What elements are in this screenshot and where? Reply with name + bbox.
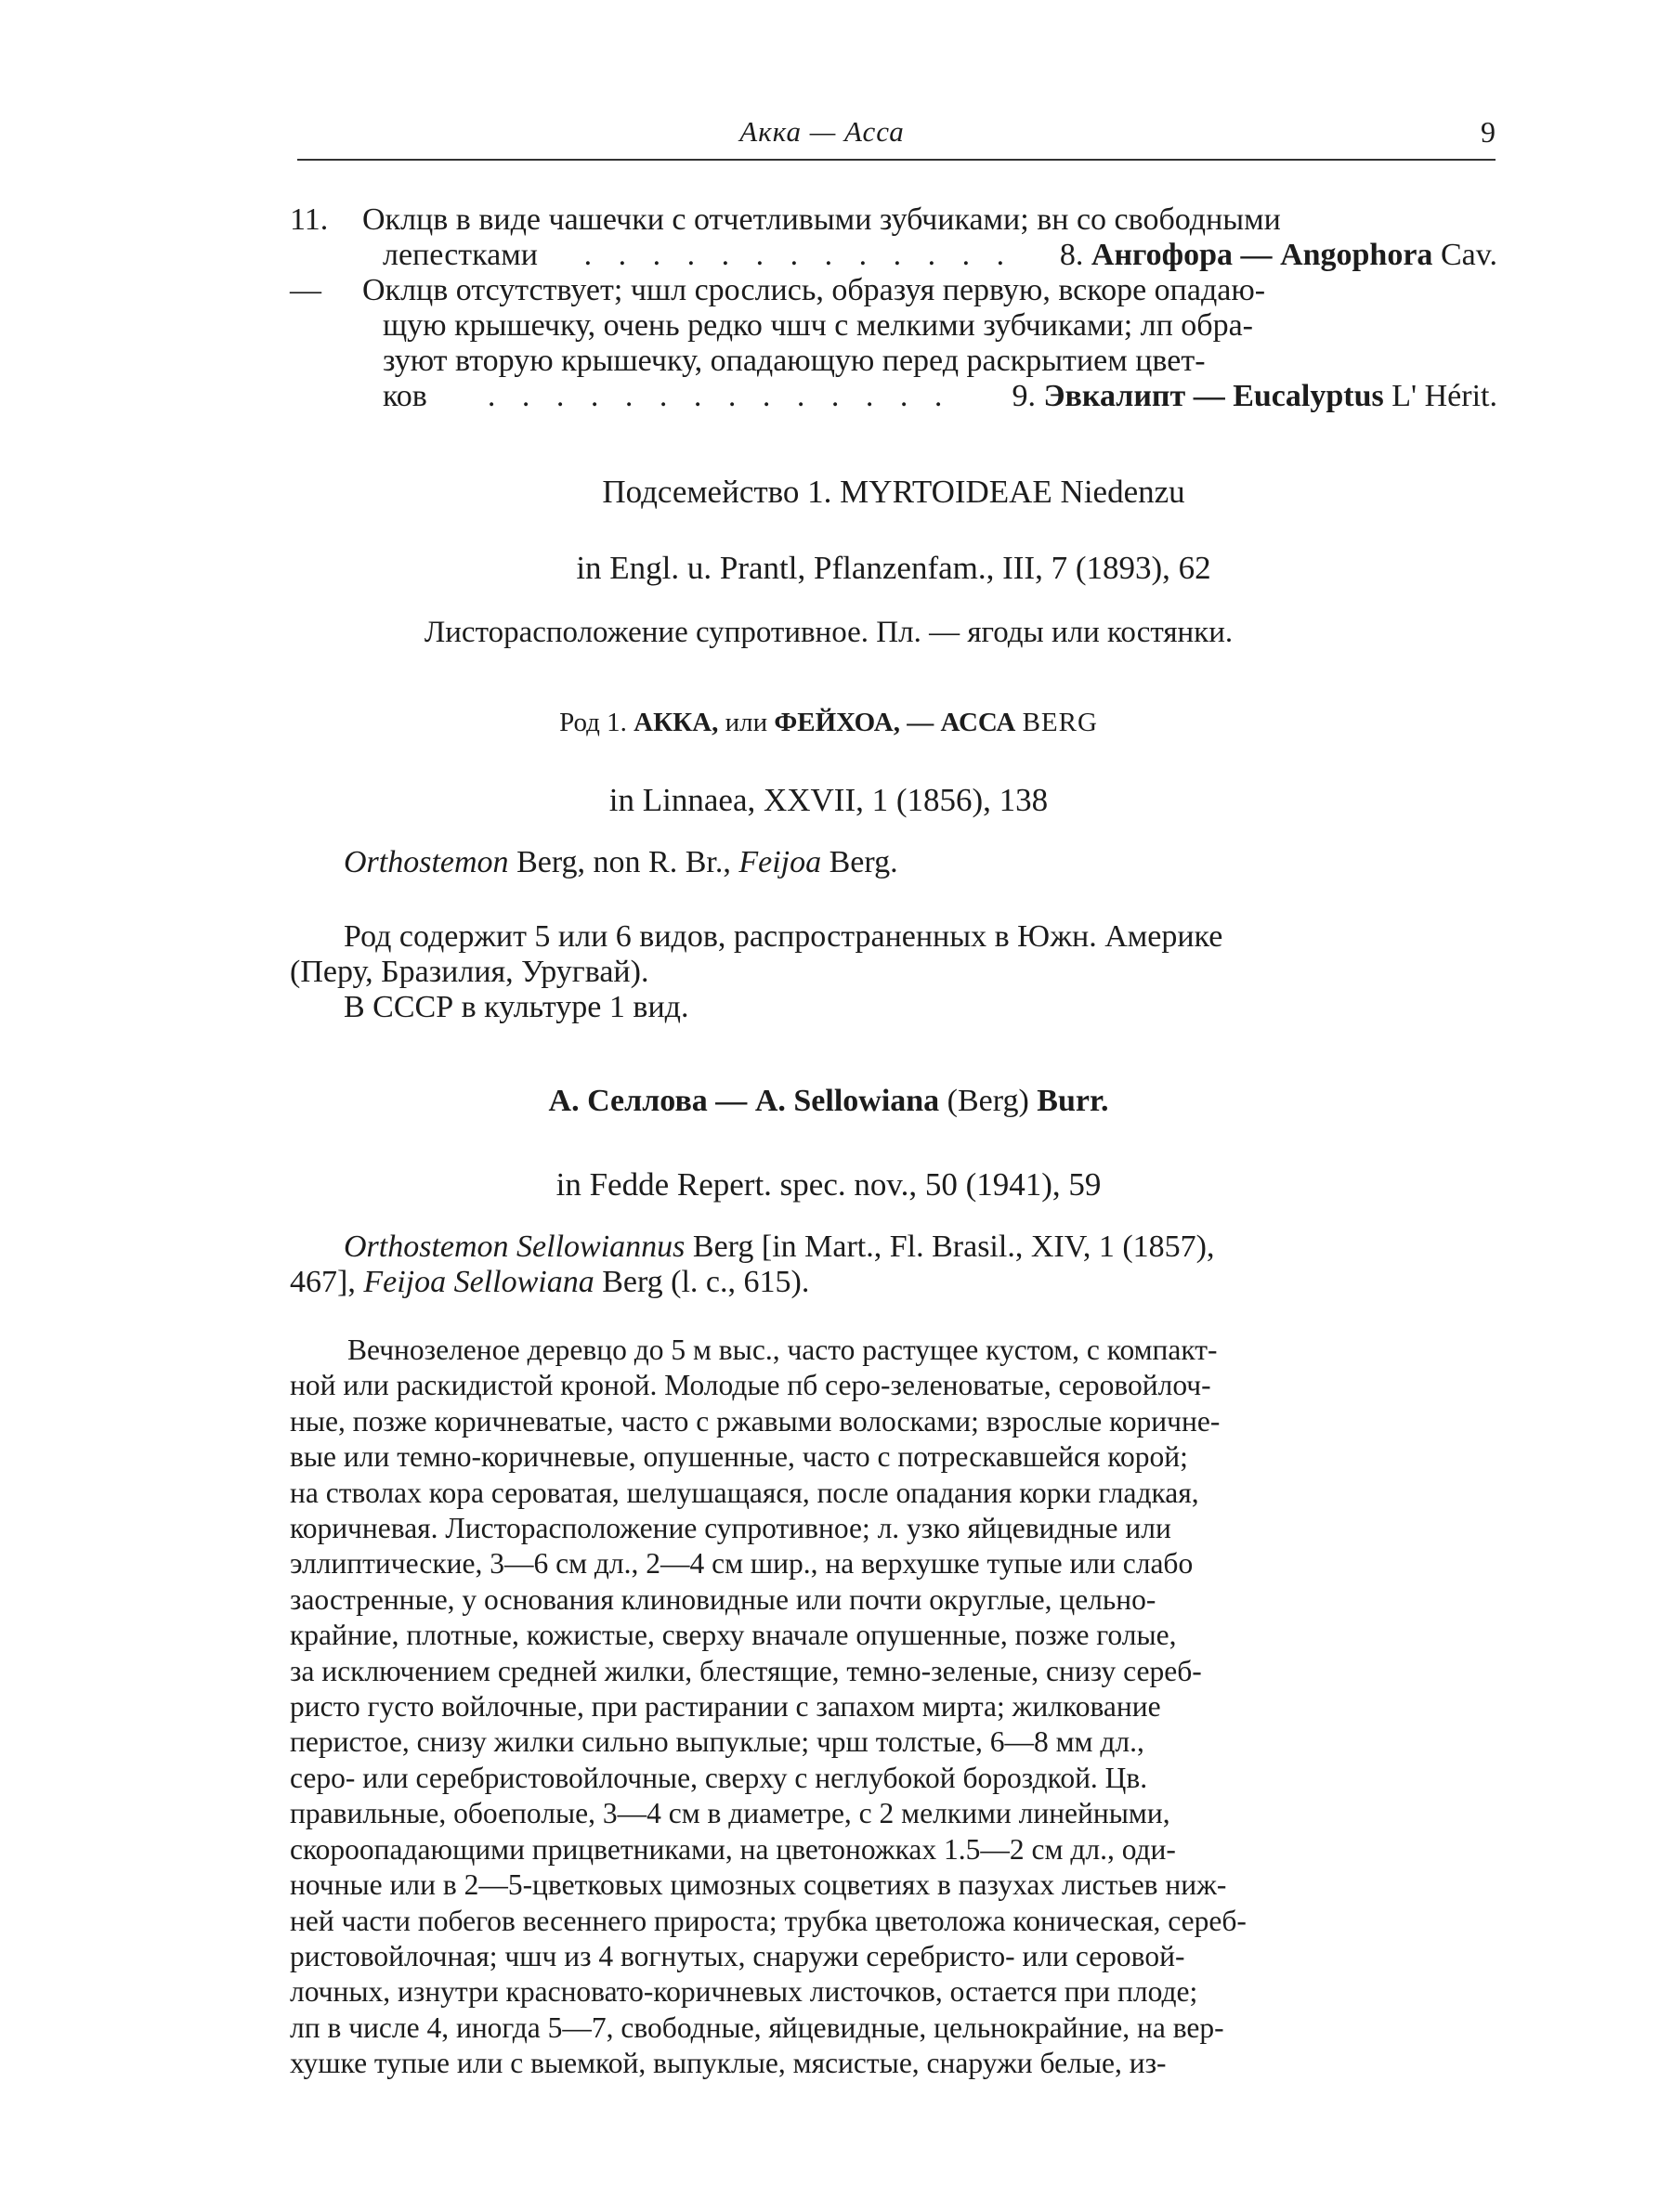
key-line: лепестками . . . . . . . . . . . . . 8. Ангофора — Angophora Cav. [383,238,1497,272]
description-line: вые или темно-коричневые, опушенные, часто с потрескавшейся корой; [290,1440,1188,1474]
key-line: щую крышечку, очень редко чшч с мелкими зубчиками; лп обра- [383,308,1254,343]
genus-paragraph: Род содержит 5 или 6 видов, распространенных в Южн. Америке (Перу, Бразилия, Уругвай). В СССР в культуре 1 вид. [290,919,1223,1024]
genus-synonyms: Orthostemon Berg, non R. Br., Feijoa Berg. [344,845,898,879]
description-line: Вечнозеленое деревцо до 5 м выс., часто растущее кустом, с компакт- [347,1334,1218,1366]
description-line: перистое, снизу жилки сильно выпуклые; чрш толстые, 6—8 мм дл., [290,1725,1144,1759]
description-line: эллиптические, 3—6 см дл., 2—4 см шир., на верхушке тупые или слабо [290,1547,1194,1581]
description-line: ней части побегов весеннего прироста; трубка цветоложа коническая, сереб- [290,1904,1247,1937]
running-head [297,115,1496,152]
species-heading: А. Селлова — A. Sellowiana (Berg) Burr. [548,1084,1109,1118]
description-line: ристовойлочная; чшч из 4 вогнутых, снаружи серебристо- или серовой- [290,1939,1185,1972]
key-entry-number: 11. [290,202,329,237]
description-line: лп в числе 4, иногда 5—7, свободные, яйцевидные, цельнокрайние, на вер- [290,2010,1224,2044]
running-head-title: Акка — Асса [739,115,905,148]
key-line: ков . . . . . . . . . . . . . . 9. Эвкалипт — Eucalyptus L' Hérit. [383,379,1497,413]
subfamily-citation: in Engl. u. Prantl, Pflanzenfam., III, 7 (1893), 62 [576,550,1211,586]
description-line: лочных, изнутри красновато-коричневых листочков, остается при плоде; [290,1975,1198,2009]
key-entry-dash-mark: — [290,273,321,307]
description-line: ные, позже коричневатые, часто с ржавыми волосками; взрослые коричне- [290,1404,1221,1438]
key-line: зуют вторую крышечку, опадающую перед раскрытием цвет- [383,344,1206,378]
subfamily-heading: Подсемейство 1. MYRTOIDEAE Niedenzu [602,474,1185,510]
species-synonyms: Orthostemon Sellowiannus Berg [in Mart., Fl. Brasil., XIV, 1 (1857), 467], Feijoa Sellowiana Berg (l. c., 615). [290,1230,1215,1299]
description-line: правильные, обоеполые, 3—4 см в диаметре, с 2 мелкими линейными, [290,1797,1170,1830]
description-line: ночные или в 2—5-цветковых цимозных соцветиях в пазухах листьев ниж- [290,1868,1227,1902]
description-line: коричневая. Листорасположение супротивное; л. узко яйцевидные или [290,1512,1171,1545]
page-number: 9 [1481,115,1496,149]
genus-citation: in Linnaea, XXVII, 1 (1856), 138 [608,782,1049,818]
description-line: на стволах кора сероватая, шелушащаяся, после опадания корки гладкая, [290,1476,1199,1509]
description-line: ной или раскидистой кроной. Молодые пб серо-зеленоватые, серовойлоч- [290,1369,1211,1402]
key-entry-11 [290,202,1497,273]
key-line: Оклцв отсутствует; чшл срослись, образуя первую, вскоре опадаю- [362,273,1266,307]
description-line: заостренные, у основания клиновидные или почти округлые, цельно- [290,1582,1156,1616]
header-rule [297,159,1496,161]
description-line: хушке тупые или с выемкой, выпуклые, мясистые, снаружи белые, из- [290,2047,1167,2080]
description-line: крайние, плотные, кожистые, сверху вначале опушенные, позже голые, [290,1619,1177,1652]
description-line: ристо густо войлочные, при растирании с запахом мирта; жилкование [290,1690,1161,1724]
key-line: Оклцв в виде чашечки с отчетливыми зубчиками; вн со свободными [362,202,1281,237]
species-description [290,1333,1497,2082]
key-entry-dash [290,273,1497,414]
species-citation: in Fedde Repert. spec. nov., 50 (1941), 59 [555,1166,1102,1203]
genus-heading: Род 1. АККА, или ФЕЙХОА, — АССА BERG [559,708,1098,737]
subfamily-description: Листорасположение супротивное. Пл. — ягоды или костянки. [424,616,1234,649]
description-line: за исключением средней жилки, блестящие, темно-зеленые, снизу сереб- [290,1654,1202,1687]
description-line: серо- или серебристовойлочные, сверху с неглубокой бороздкой. Цв. [290,1761,1148,1794]
description-line: скороопадающими прицветниками, на цветоножках 1.5—2 см дл., оди- [290,1832,1176,1866]
